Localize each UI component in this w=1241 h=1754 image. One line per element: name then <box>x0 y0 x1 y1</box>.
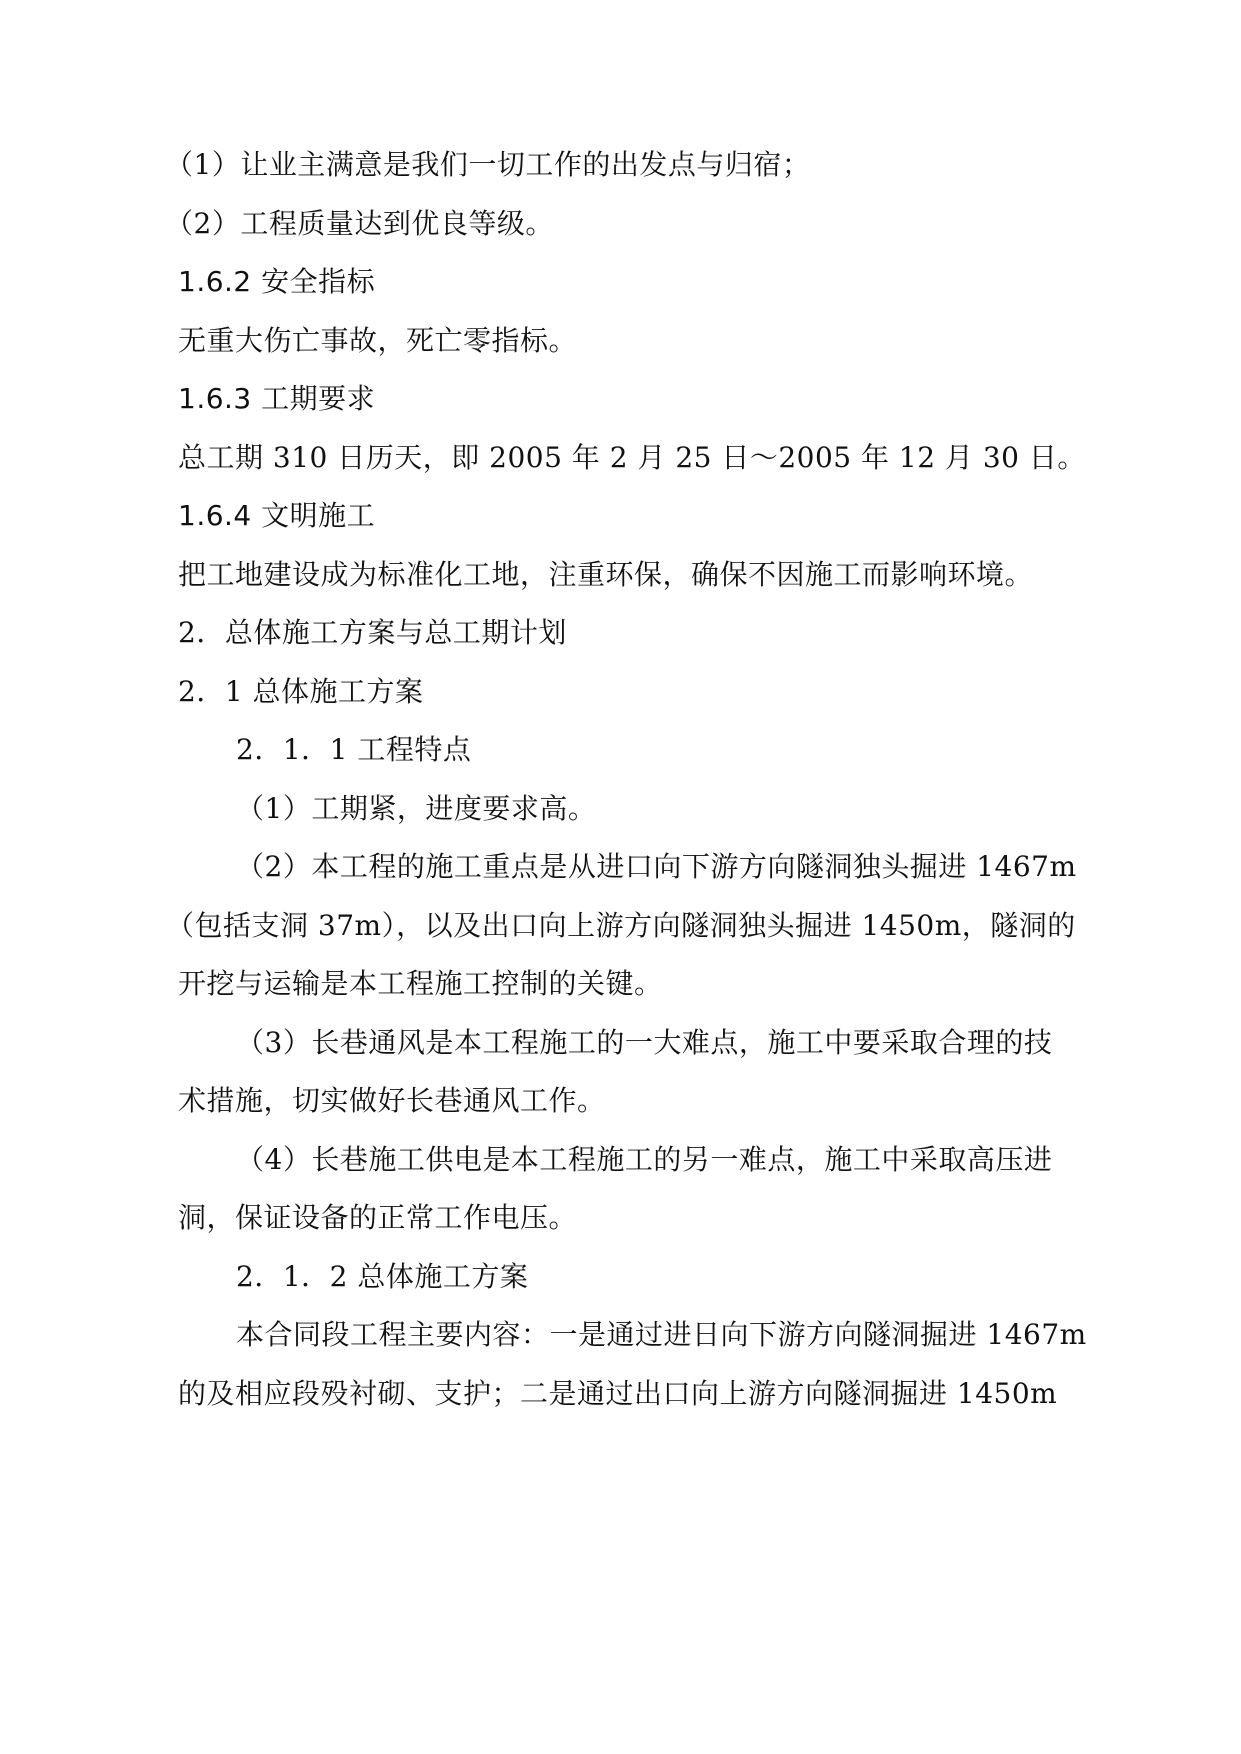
section-heading: 2．1 总体施工方案 <box>178 675 424 708</box>
section-heading: 1.6.3 工期要求 <box>178 382 376 415</box>
text-line: 本合同段工程主要内容：一是通过进日向下游方向隧洞掘进 1467m <box>236 1318 1087 1351</box>
text-line: 开挖与运输是本工程施工控制的关键。 <box>178 967 663 1000</box>
text-line: （包括支洞 37m），以及出口向上游方向隧洞独头掘进 1450m，隧洞的 <box>166 909 1076 942</box>
text-line: （3）长巷通风是本工程施工的一大难点，施工中要采取合理的技 <box>236 1026 1053 1059</box>
text-line: 术措施，切实做好长巷通风工作。 <box>178 1084 606 1117</box>
section-heading: 2．1．1 工程特点 <box>236 733 472 766</box>
text-line: 的及相应段殁衬砌、支护；二是通过出口向上游方向隧洞掘进 1450m <box>178 1377 1058 1410</box>
text-line: （2）本工程的施工重点是从进口向下游方向隧洞独头掘进 1467m <box>236 850 1077 883</box>
text-line: （1）工期紧，进度要求高。 <box>236 792 597 825</box>
text-line: 总工期 310 日历天，即 2005 年 2 月 25 日～2005 年 12 月 30 日。 <box>178 441 1086 474</box>
section-heading: 2．总体施工方案与总工期计划 <box>178 616 567 649</box>
section-heading: 1.6.2 安全指标 <box>178 265 376 298</box>
text-line: 把工地建设成为标准化工地，注重环保，确保不因施工而影响环境。 <box>178 558 1034 591</box>
section-heading: 1.6.4 文明施工 <box>178 499 376 532</box>
text-line: 洞，保证设备的正常工作电压。 <box>178 1201 578 1234</box>
text-line: 无重大伤亡事故，死亡零指标。 <box>178 324 578 357</box>
text-line: （4）长巷施工供电是本工程施工的另一难点，施工中采取高压进 <box>236 1143 1053 1176</box>
text-line: （1）让业主满意是我们一切工作的出发点与归宿； <box>165 148 811 181</box>
section-heading: 2．1．2 总体施工方案 <box>236 1260 529 1293</box>
text-line: （2）工程质量达到优良等级。 <box>165 207 554 240</box>
